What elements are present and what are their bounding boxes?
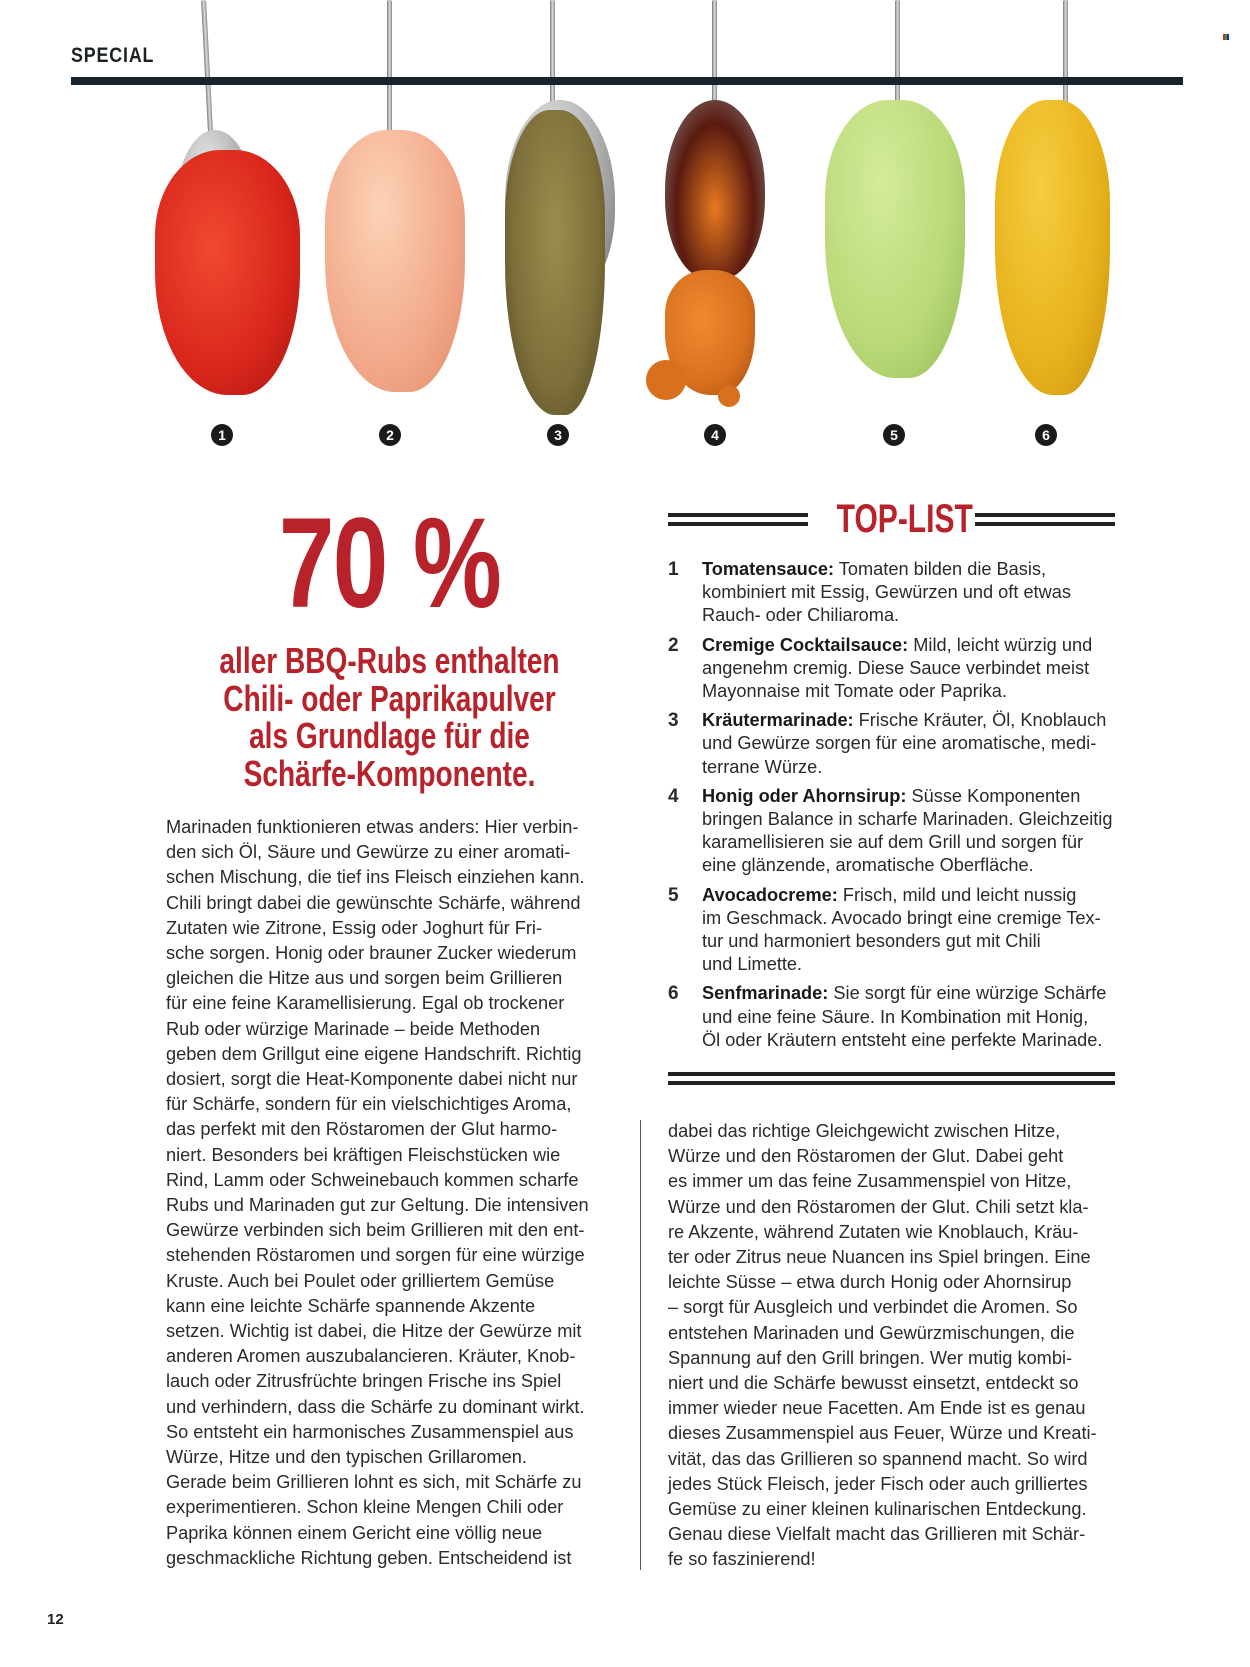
toplist-item	[668, 982, 1118, 1052]
spoons-photo	[0, 0, 1250, 420]
toplist-item-number: 6	[668, 983, 679, 1005]
toplist-item-description: Frische Kräuter, Öl, Knoblauch und Gewürze sorgen für eine aromatische, medi- terrane Würze.	[702, 710, 1107, 777]
toplist-item	[668, 709, 1118, 779]
toplist-item-description: Frisch, mild und leicht nussig im Geschmack. Avocado bringt eine cremige Tex- tur und harmoniert besonders gut mit Chili und Limette.	[702, 884, 1101, 975]
toplist-item	[668, 558, 1118, 628]
toplist-item	[668, 785, 1118, 878]
page-number: 12	[47, 1611, 64, 1628]
toplist-item-number: 2	[668, 634, 679, 656]
spoon-number-1: 1	[211, 424, 233, 446]
sauce-tomato	[155, 150, 300, 395]
toplist-item-text	[702, 709, 1106, 779]
toplist-item-text	[702, 982, 1106, 1052]
toplist-item-number: 1	[668, 559, 679, 580]
stat-value: 70 %	[278, 492, 501, 635]
toplist-item-name: Cremige Cocktailsauce:	[702, 634, 909, 655]
toplist-item-name: Honig oder Ahornsirup:	[702, 785, 907, 806]
header-rule	[71, 77, 1183, 85]
stat-callout	[166, 492, 613, 794]
sauce-avocado	[825, 100, 965, 378]
section-label: SPECIAL	[71, 44, 155, 67]
toplist-item-description: Sie sorgt für eine würzige Schärfe und eine feine Säure. In Kombination mit Honig, Öl oder Kräutern entsteht eine perfekte Marinade.	[702, 983, 1107, 1050]
spoon-handle	[387, 0, 392, 140]
body-text-left: Marinaden funktionieren etwas anders: Hier verbin- den sich Öl, Säure und Gewürze zu einer aromati- schen Mischung, die tief ins Fleisch einziehen kann. Chili bringt dabei die gewünschte Schärfe, während Zutaten wie Zitrone, Essig oder Joghurt für Fri- sche sorgen. Honig oder brauner Zucker wiederum gleichen die Hitze aus und sorgen beim Grillieren für eine feine Karamellisierung. Egal ob trockener Rub oder würzige Marinade – beide Methoden geben dem Grillgut eine eigene Handschrift. Richtig dosiert, sorgt die Heat-Komponente dabei nicht nur für Schärfe, sondern für ein vielschichtiges Aroma, das perfekt mit den Röstaromen der Glut harmo- niert. Besonders bei kräftigen Fleischstücken wie Rind, Lamm oder Schweinebauch kommen scharfe Rubs und Marinaden gut zur Geltung. Die intensiven Gewürze verbinden sich beim Grillieren mit den ent- stehenden Röstaromen und sorgen für eine würzige Kruste. Auch bei Poulet oder grilliertem Gemüse kann eine leichte Schärfe spannende Akzente setzen. Wichtig ist dabei, die Hitze der Gewürze mit anderen Aromen auszubalancieren. Kräuter, Knob- lauch oder Zitrusfrüchte bringen Frische ins Spiel und verhindern, dass die Schärfe zu dominant wirkt. So entsteht ein harmonisches Zusammenspiel aus Würze, Hitze und den typischen Grillaromen. Gerade beim Grillieren lohnt es sich, mit Schärfe zu experimentieren. Schon kleine Mengen Chili oder Paprika können einem Gericht eine völlig neue geschmackliche Richtung geben. Entscheidend ist	[166, 817, 589, 1568]
column-divider	[640, 1120, 641, 1570]
toplist-item-name: Avocadocreme:	[702, 884, 838, 905]
toplist-item-number: 5	[668, 884, 679, 906]
toplist-item	[668, 634, 1118, 704]
toplist-item-name: Kräutermarinade:	[702, 710, 854, 731]
toplist-item-description: Süsse Komponenten bringen Balance in scharfe Marinaden. Gleichzeitig karamellisieren sie auf dem Grill und sorgen für eine glänzende, aromatische Oberfläche.	[702, 785, 1113, 876]
toplist-item-number: 3	[668, 710, 679, 732]
sauce-mustard	[995, 100, 1110, 395]
toplist-title-text: TOP-LIST	[836, 497, 974, 541]
toplist-rule-right	[975, 513, 1115, 526]
spoon-handle	[712, 0, 717, 110]
toplist-item-description: Mild, leicht würzig und angenehm cremig. Diese Sauce verbindet meist Mayonnaise mit Tomate oder Paprika.	[702, 634, 1093, 702]
toplist-item	[668, 884, 1118, 977]
honey-drop	[646, 360, 686, 400]
toplist-item-text	[702, 785, 1112, 878]
spoon-number-3: 3	[547, 424, 569, 446]
sauce-cocktail	[325, 130, 465, 392]
toplist-item-text	[702, 634, 1092, 704]
spoon-handle	[201, 0, 214, 150]
toplist-item-number: 4	[668, 785, 679, 807]
spoon-number-2: 2	[379, 424, 401, 446]
toplist-item-name: Senfmarinade:	[702, 983, 829, 1004]
spoon-handle	[1063, 0, 1068, 110]
spoon-handle	[895, 0, 900, 110]
spoon-bowl	[665, 100, 765, 280]
toplist	[668, 558, 1118, 1058]
sauce-herb	[505, 110, 605, 415]
spoon-number-4: 4	[704, 424, 726, 446]
toplist-item-name: Tomatensauce:	[702, 559, 835, 579]
toplist-item-description: Tomaten bilden die Basis, kombiniert mit Essig, Gewürzen und oft etwas Rauch- oder Chiliaroma.	[702, 559, 1071, 626]
toplist-bottom-rule	[668, 1072, 1115, 1085]
toplist-item-text	[702, 884, 1101, 977]
spoon-number-6: 6	[1035, 424, 1057, 446]
spoon-number-5: 5	[883, 424, 905, 446]
toplist-item-text	[702, 558, 1071, 628]
stat-text: aller BBQ-Rubs enthalten Chili- oder Paprikapulver als Grundlage für die Schärfe-Komponente.	[219, 640, 560, 794]
honey-drop	[718, 385, 740, 407]
body-text-right: dabei das richtige Gleichgewicht zwischen Hitze, Würze und den Röstaromen der Glut. Dabei geht es immer um das feine Zusammenspiel von Hitze, Würze und den Röstaromen der Glut. Chili setzt kla- re Akzente, während Zutaten wie Knoblauch, Kräu- ter oder Zitrus neue Nuancen ins Spiel bringen. Eine leichte Süsse – etwa durch Honig oder Ahornsirup – sorgt für Ausgleich und verbindet die Aromen. So entstehen Marinaden und Gewürzmischungen, die Spannung auf den Grill bringen. Wer mutig kombi- niert und die Schärfe bewusst einsetzt, entdeckt so immer wieder neue Facetten. Am Ende ist es genau dieses Zusammenspiel aus Feuer, Würze und Kreati- vität, das das Grillieren so spannend macht. So wird jedes Stück Fleisch, jeder Fisch oder auch grilliertes Gemüse zu einer kleinen kulinarischen Entdeckung. Genau diese Vielfalt macht das Grillieren mit Schär- fe so faszinierend!	[668, 1121, 1097, 1570]
